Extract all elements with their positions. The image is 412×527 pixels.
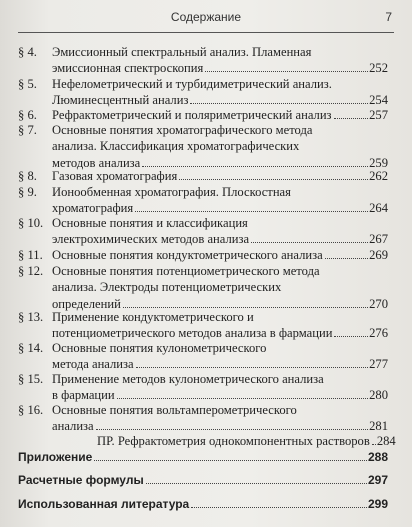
toc-entry-title-line: Рефрактометрический и поляриметрический анализ: [52, 108, 332, 122]
toc-page-number: 297: [367, 473, 388, 487]
toc-page-number: 254: [369, 93, 388, 108]
toc-entry: [18, 107, 388, 123]
dot-leader: [179, 179, 368, 180]
toc-entry: [18, 44, 388, 77]
toc-entry-title-line: Основные понятия кулонометрического: [52, 341, 267, 355]
toc-entry-title-line: анализа. Электроды потенциометрических: [52, 280, 282, 295]
toc-entry-title-line: методов анализа: [52, 155, 141, 170]
dot-leader: [146, 483, 367, 484]
toc-entry: [18, 472, 388, 488]
toc-entry: [18, 309, 388, 342]
toc-entry: [18, 340, 388, 373]
toc-entry-title-line: потенциометрического методов анализа в фармации: [52, 326, 333, 341]
toc-entry-title-line: Ионообменная хроматография. Плоскостная: [52, 185, 291, 199]
toc-entry: [18, 247, 388, 263]
header-title: Содержание: [170, 10, 242, 24]
dot-leader: [205, 71, 368, 72]
toc-entry-title-line: Люминесцентный анализ: [52, 93, 189, 108]
toc-entry-number: § 9.: [18, 185, 37, 199]
dot-leader: [117, 398, 368, 399]
dot-leader: [96, 429, 368, 430]
dot-leader: [372, 444, 376, 445]
toc-page-number: 267: [369, 232, 388, 247]
toc-entry: [18, 215, 388, 248]
toc-entry: [18, 122, 388, 171]
toc-entry-number: § 14.: [18, 341, 44, 355]
dot-leader: [251, 242, 368, 243]
toc-page-number: 284: [376, 434, 396, 448]
dot-leader: [334, 336, 368, 337]
toc-page-number: 252: [369, 61, 388, 76]
toc-page-number: 281: [369, 419, 388, 434]
toc-entry-number: § 7.: [18, 123, 37, 137]
toc-entry-title-line: анализа: [52, 419, 94, 434]
toc-entry-title-line: Эмиссионный спектральный анализ. Пламенная: [52, 45, 312, 59]
toc-page-number: 280: [369, 388, 388, 403]
toc-entry-title-line: определений: [52, 296, 121, 311]
toc-entry-title-line: Основные понятия и классификация: [52, 216, 248, 230]
toc-entry-title-line: анализа. Классификация хроматографических: [52, 139, 300, 154]
dot-leader: [94, 460, 367, 461]
toc-entry: [18, 433, 396, 449]
toc-entry-title-line: Применение методов кулонометрического анализа: [52, 372, 324, 386]
dot-leader: [123, 307, 368, 308]
running-header: [18, 8, 394, 33]
dot-leader: [334, 118, 369, 119]
toc-page-number: 276: [369, 326, 388, 341]
toc-entry-title-line: электрохимических методов анализа: [52, 232, 250, 247]
toc-page-number: 270: [369, 296, 388, 311]
toc-entry-title-line: Основные понятия потенциометрического метода: [52, 264, 320, 278]
dot-leader: [325, 258, 368, 259]
toc-entry-number: § 15.: [18, 372, 44, 386]
toc-entry-number: § 16.: [18, 403, 44, 417]
dot-leader: [136, 367, 369, 368]
toc-entry: [18, 402, 388, 435]
toc-entry-title-line: метода анализа: [52, 357, 134, 372]
dot-leader: [190, 103, 368, 104]
toc-entry: [18, 371, 388, 404]
toc-entry-title-line: Основные понятия кондуктометрического анализа: [52, 248, 323, 262]
toc-entry: [18, 168, 388, 184]
toc-entry-title-line: Основные понятия вольтамперометрического: [52, 403, 297, 417]
toc-entry: [18, 184, 388, 217]
toc-entry-title-line: в фармации: [52, 388, 115, 403]
toc-entry-title-line: эмиссионная спектроскопия: [52, 61, 204, 76]
toc-page-number: 277: [369, 357, 388, 372]
header-page-number: 7: [385, 10, 392, 24]
dot-leader: [142, 166, 368, 167]
toc-page-number: 259: [369, 155, 388, 170]
toc-entry-number: § 8.: [18, 169, 37, 183]
toc-page-number: 299: [367, 497, 388, 511]
toc-entry-title-line: Расчетные формулы: [18, 473, 144, 487]
toc-entry: [18, 496, 388, 512]
dot-leader: [191, 507, 367, 508]
toc-entry-number: § 6.: [18, 108, 37, 122]
toc-entry-title-line: Приложение: [18, 450, 93, 464]
toc-entry-title-line: Нефелометрический и турбидиметрический анализ.: [52, 77, 332, 91]
toc-entry: [18, 449, 388, 465]
toc-page-number: 288: [367, 450, 388, 464]
toc-entry-title-line: Основные понятия хроматографического метода: [52, 123, 313, 137]
toc-entry-number: § 11.: [18, 248, 43, 262]
toc-entry: [18, 76, 388, 109]
toc-entry-number: § 10.: [18, 216, 44, 230]
toc-entry-title-line: хроматография: [52, 201, 134, 216]
dot-leader: [135, 211, 368, 212]
toc-page-number: 264: [369, 201, 388, 216]
toc-page-number: 269: [369, 248, 388, 262]
toc-entry-title-line: Использованная литература: [18, 497, 190, 511]
toc-page-number: 257: [369, 108, 388, 122]
toc-entry-title-line: Газовая хроматография: [52, 169, 178, 183]
toc-entry-number: § 12.: [18, 264, 44, 278]
toc-page-number: 262: [369, 169, 388, 183]
toc-entry-number: § 13.: [18, 310, 44, 324]
toc-entry-number: § 4.: [18, 45, 37, 59]
toc-entry: [18, 263, 388, 312]
toc-entry-title-line: ПР. Рефрактометрия однокомпонентных растворов: [97, 434, 370, 448]
toc-entry-title-line: Применение кондуктометрического и: [52, 310, 254, 324]
toc-entry-number: § 5.: [18, 77, 37, 91]
